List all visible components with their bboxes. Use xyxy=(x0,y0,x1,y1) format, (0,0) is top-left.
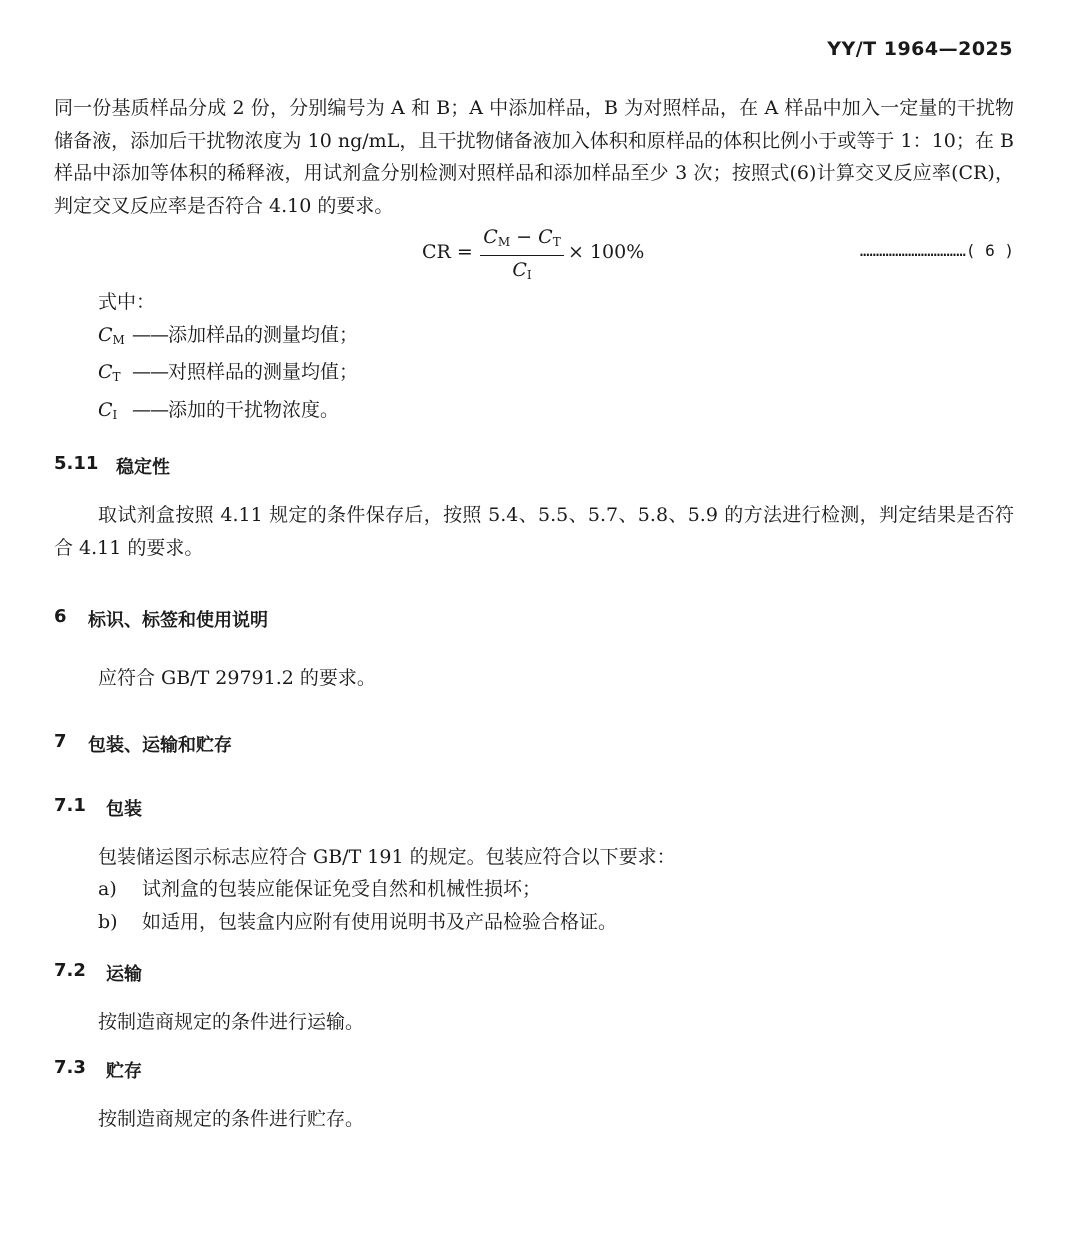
list-item: b) 如适用，包装盒内应附有使用说明书及产品检验合格证。 xyxy=(98,910,618,933)
section-heading-7-2: 7.2 运输 xyxy=(54,960,142,985)
formula-6 xyxy=(54,224,1014,286)
formula-times-100: × 100% xyxy=(568,241,645,263)
document-code: YY/T 1964—2025 xyxy=(827,38,1013,60)
section-5-11-body: 取试剂盒按照 4.11 规定的条件保存后，按照 5.4、5.5、5.7、5.8、5.9 的方法进行检测，判定结果是否符合 4.11 的要求。 xyxy=(54,504,1014,559)
section-7-1-body: 包装储运图示标志应符合 GB/T 191 的规定。包装应符合以下要求： xyxy=(98,845,676,868)
list-item: a) 试剂盒的包装应能保证免受自然和机械性损坏； xyxy=(98,878,542,900)
section-7-2-body: 按制造商规定的条件进行运输。 xyxy=(98,1011,365,1033)
section-heading-7-1: 7.1 包装 xyxy=(54,794,142,820)
definitions-intro: 式中： xyxy=(98,291,156,313)
cross-reaction-paragraph: 同一份基质样品分成 2 份，分别编号为 A 和 B；A 中添加样品，B 为对照样品，在 A 样品中加入一定量的干扰物储备液，添加后干扰物浓度为 10 ng/mL，且干扰物储备液加入体积和原样品的体积比例小于或等于 1：10；在 B 样品中添加等体积的稀释液，用试剂盒分别检测对照样品和添加样品至少 3 次；按照式(6)计算交叉反应率(CR)，判定交叉反应率是否符合 4.10 的要求。 xyxy=(54,97,1014,217)
formula-fraction xyxy=(478,224,566,289)
section-7-3-body: 按制造商规定的条件进行贮存。 xyxy=(98,1107,365,1130)
definition-item: $C_I$ —— 添加的干扰物浓度。 xyxy=(98,398,340,422)
formula-lhs: CR = xyxy=(422,241,473,263)
packaging-requirements-list xyxy=(98,873,1014,938)
section-6-body: 应符合 GB/T 29791.2 的要求。 xyxy=(98,667,376,689)
formula-denominator: $C_I$ xyxy=(512,259,532,282)
section-heading-6: 6 标识、标签和使用说明 xyxy=(54,606,268,631)
section-heading-7: 7 包装、运输和贮存 xyxy=(54,730,232,756)
definition-item: $C_T$ —— 对照样品的测量均值； xyxy=(98,361,359,384)
definition-item: $C_M$ —— 添加样品的测量均值； xyxy=(98,323,359,347)
section-heading-5-11: 5.11 稳定性 xyxy=(54,453,170,478)
document-body xyxy=(54,92,1014,1135)
section-heading-7-3: 7.3 贮存 xyxy=(54,1056,142,1082)
formula-numerator: $C_M - C_T$ xyxy=(483,226,561,249)
formula-definitions xyxy=(98,286,1014,431)
equation-number: ……………………………( 6 ) xyxy=(859,241,1014,260)
